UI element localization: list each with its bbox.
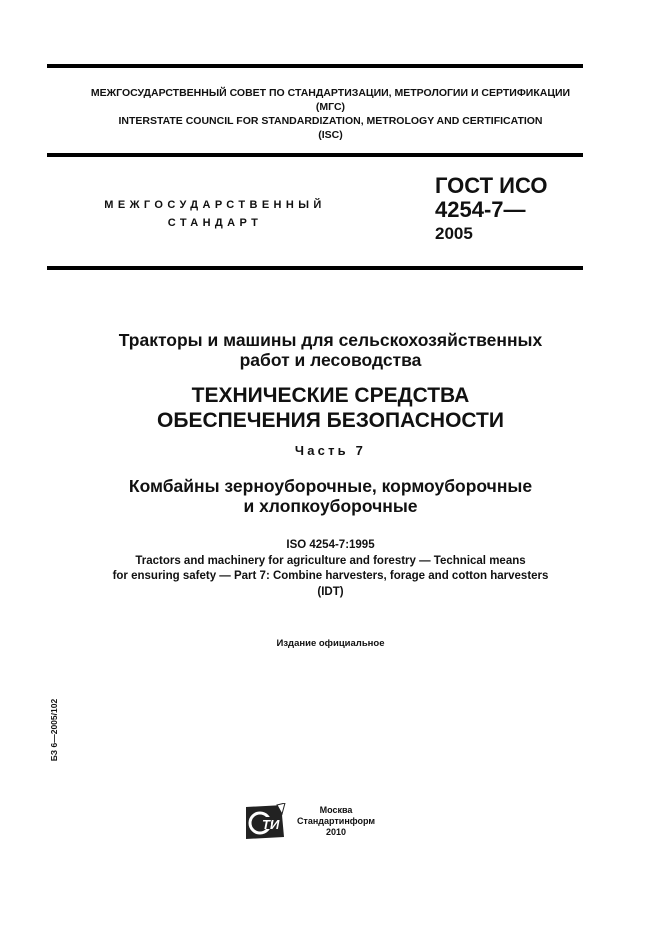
iso-title-line1: Tractors and machinery for agriculture and forestry — Technical means [135,554,526,567]
publisher-year: 2010 [325,827,347,837]
iso-reference [0,538,661,600]
standard-type-line1: МЕЖГОСУДАРСТВЕННЫЙ [104,199,326,211]
general-title-line2: работ и лесоводства [239,350,422,370]
publisher-info [296,805,376,838]
edition-label: Издание официальное [276,638,385,649]
council-ru: МЕЖГОСУДАРСТВЕННЫЙ СОВЕТ ПО СТАНДАРТИЗАЦИИ, МЕТРОЛОГИИ И СЕРТИФИКАЦИИ [90,87,571,99]
general-title-line1: Тракторы и машины для сельскохозяйственных [118,330,543,350]
middle-rule [47,153,583,157]
standard-type-line2: СТАНДАРТ [167,217,263,229]
council-header [0,86,661,142]
subtitle-line2: и хлопкоуборочные [243,496,418,516]
council-ru-abbr: (МГС) [315,101,346,113]
standard-type [90,196,340,232]
iso-degree: (IDT) [317,585,344,598]
part-label: Часть 7 [294,443,367,458]
publisher-city: Москва [319,805,353,815]
main-title [0,383,661,433]
main-title-line1: ТЕХНИЧЕСКИЕ СРЕДСТВА [191,384,470,407]
council-en-abbr: (ISC) [318,129,343,141]
designation-line1: ГОСТ ИСО [435,173,548,198]
council-en: INTERSTATE COUNCIL FOR STANDARDIZATION, METROLOGY AND CERTIFICATION [118,115,543,127]
designation-line2: 4254-7— [435,197,526,222]
bottom-rule [47,266,583,270]
subtitle-line1: Комбайны зерноуборочные, кормоуборочные [128,476,533,496]
top-rule [47,64,583,68]
designation-line3: 2005 [435,224,473,243]
subtitle [0,476,661,516]
main-title-line2: ОБЕСПЕЧЕНИЯ БЕЗОПАСНОСТИ [157,409,504,432]
side-code: БЗ 6—2005/102 [49,698,59,762]
general-title [0,330,661,370]
publisher-name: Стандартинформ [296,816,376,826]
iso-number: ISO 4254-7:1995 [286,539,375,551]
iso-title-line2: for ensuring safety — Part 7: Combine harvesters, forage and cotton harvesters [112,570,549,582]
standard-designation [435,174,547,246]
standartinform-logo-icon [244,803,286,841]
svg-text:ТИ: ТИ [262,817,280,832]
